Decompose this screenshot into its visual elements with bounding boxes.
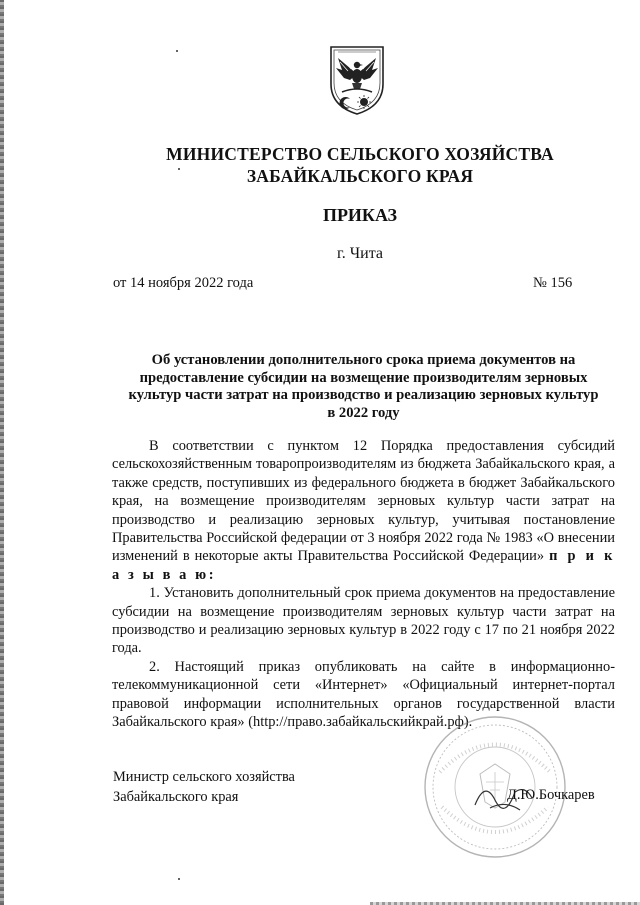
signatory-name: Д.Ю.Бочкарев: [507, 787, 595, 803]
ministry-name-line-1: МИНИСТЕРСТВО СЕЛЬСКОГО ХОЗЯЙСТВА: [166, 144, 554, 164]
subject-line-1: Об установлении дополнительного срока приема документов на: [151, 352, 576, 368]
subject-line-4: в 2022 году: [327, 404, 400, 421]
signatory-title-line-2: Забайкальского края: [113, 789, 239, 805]
scan-speck: [178, 878, 180, 880]
ministry-name: [100, 143, 620, 187]
order-colon: :: [208, 566, 217, 583]
city: г. Чита: [336, 245, 383, 262]
scan-speck: [176, 50, 178, 52]
order-item-1: 1. Установить дополнительный срок приема документов на предоставление субсидии на возмещение производителям зерновых культур части затрат на производство и реализацию зерновых культур в 2022 году с 17 по 21 ноября 2022 года.: [112, 585, 615, 657]
document-type-title: ПРИКАЗ: [322, 205, 398, 225]
order-date: от 14 ноября 2022 года: [113, 275, 254, 291]
coat-of-arms-emblem: [328, 44, 386, 116]
subject-line-3: культур части затрат на производство и реализацию зерновых культур: [128, 387, 599, 403]
ministry-name-line-2: ЗАБАЙКАЛЬСКОГО КРАЯ: [246, 166, 474, 186]
scan-edge-left: [0, 0, 4, 905]
order-subject: [112, 352, 615, 422]
subject-line-2: предоставление субсидии на возмещение производителям зерновых: [139, 369, 588, 386]
signatory-title-line-1: Министр сельского хозяйства: [113, 769, 295, 785]
order-body: [112, 437, 615, 732]
order-number: № 156: [533, 275, 573, 291]
order-item-2: 2. Настоящий приказ опубликовать на сайте в информационно-телекоммуникационной сети «Интернет» «Официальный интернет-портал правовой информации исполнительных органов государственной власти Забайкальского края» (http://право.забайкальскийкрай.рф).: [112, 658, 615, 731]
order-word: п р и к а з ы в а ю: [112, 548, 616, 583]
signatory-title: [113, 767, 295, 807]
preamble-text: В соответствии с пунктом 12 Порядка предоставления субсидий сельскохозяйственным товаропроизводителям из бюджета Забайкальского края, а также средств, поступивших из федерального бюджета в бюджет Забайкальского края, на возмещение производителям зерновых культур части затрат на производство и реализацию зерновых культур, учитывая постановление Правительства Российской федерации от 3 ноября 2022 года № 1983 «О внесении изменений в некоторые акты Правительства Российской Федерации»: [112, 438, 615, 565]
preamble-paragraph: [112, 437, 615, 584]
